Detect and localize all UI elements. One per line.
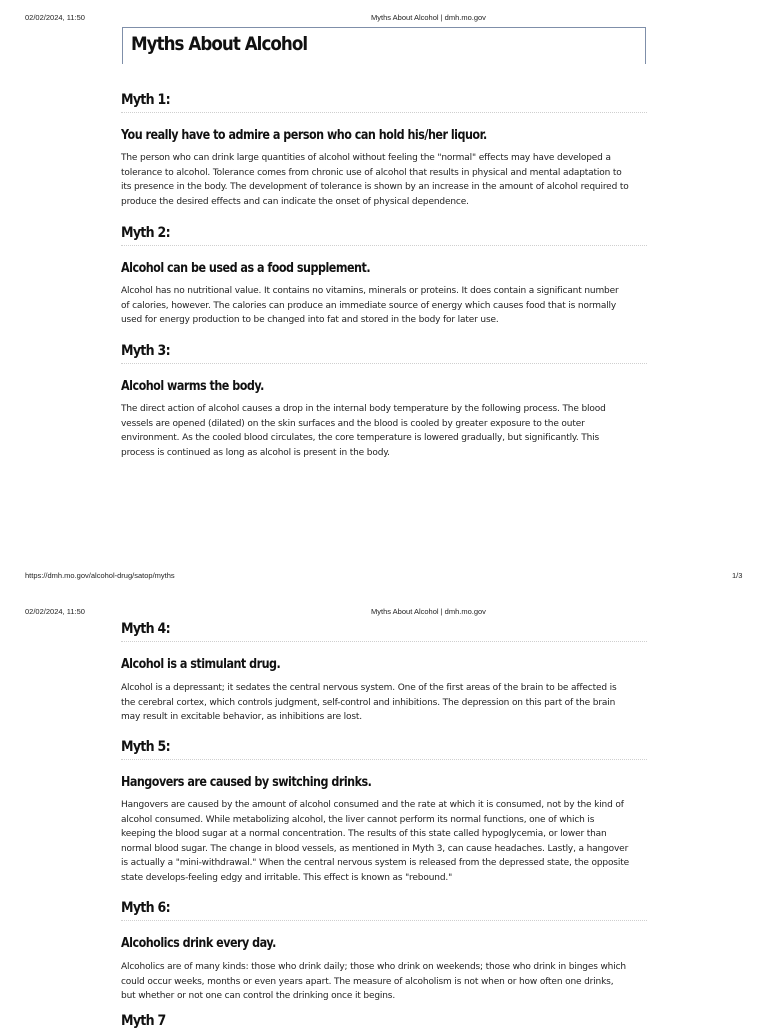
myth-3-statement: Alcohol warms the body. (121, 379, 264, 394)
print-datetime-page-2: 02/02/2024, 11:50 (25, 607, 85, 616)
myth-4-statement: Alcohol is a stimulant drug. (121, 657, 281, 672)
myth-5-explanation: Hangovers are caused by the amount of alcohol consumed and the rate at which it is consumed, not by the kind of alcohol consumed. While metabolizing alcohol, the liver cannot perform its normal functions, one of which is keeping the blood sugar at a normal concentration. The results of this state called hypoglycemia, or lower than normal blood sugar. The change in blood vessels, as mentioned in Myth 3, can cause headaches. Lastly, a hangover is actually a "mini-withdrawal." When the central nervous system is released from the depressed state, the opposite state develops-feeling edgy and irritable. This effect is known as "rebound." (121, 800, 629, 883)
print-page-number: 1/3 (732, 571, 743, 580)
myth-4-explanation: Alcohol is a depressant; it sedates the central nervous system. One of the first areas of the brain to be affected is the cerebral cortex, which controls judgment, self-control and inhibitions. The depression on this part of the brain may result in excitable behavior, as inhibitions are lost. (121, 683, 617, 723)
myth-6-explanation: Alcoholics are of many kinds: those who drink daily; those who drink on weekends; those who drink in binges which could occur weeks, months or even years apart. The measure of alcoholism is not when or how often one drinks, but whether or not one can control the drinking once it begins. (121, 962, 626, 1002)
myth-1-explanation: The person who can drink large quantities of alcohol without feeling the "normal" effects may have developed a tolerance to alcohol. Tolerance comes from chronic use of alcohol that results in physical and mental adaptation to its presence in the body. The development of tolerance is shown by an increase in the amount of alcohol required to produce the desired effects and can indicate the onset of physical dependence. (121, 153, 629, 207)
myth-2-explanation: Alcohol has no nutritional value. It contains no vitamins, minerals or proteins. It does contain a significant number of calories, however. The calories can produce an immediate source of energy which causes food that is normally used for energy production to be changed into fat and stored in the body for later use. (121, 286, 619, 326)
myth-7-heading: Myth 7 (121, 1013, 166, 1029)
page-title: Myths About Alcohol (131, 33, 308, 55)
print-url: https://dmh.mo.gov/alcohol-drug/satop/myths (25, 571, 175, 580)
myth-3-heading: Myth 3: (121, 344, 647, 364)
myth-2-heading: Myth 2: (121, 226, 647, 246)
myth-1-statement: You really have to admire a person who can hold his/her liquor. (121, 128, 487, 143)
myth-3-explanation: The direct action of alcohol causes a drop in the internal body temperature by the following process. The blood vessels are opened (dilated) on the skin surfaces and the blood is cooled by greater exposure to the outer environment. As the cooled blood circulates, the core temperature is lowered gradually, but significantly. This process is continued as long as alcohol is present in the body. (121, 404, 606, 458)
page-title-box (122, 27, 646, 64)
print-page-title-page-2: Myths About Alcohol | dmh.mo.gov (371, 607, 486, 616)
myth-5-heading: Myth 5: (121, 740, 647, 760)
myth-6-heading: Myth 6: (121, 901, 647, 921)
print-page-title: Myths About Alcohol | dmh.mo.gov (371, 13, 486, 22)
myth-2-statement: Alcohol can be used as a food supplement. (121, 261, 371, 276)
myth-5-statement: Hangovers are caused by switching drinks. (121, 775, 372, 790)
myth-1-heading: Myth 1: (121, 93, 647, 113)
myth-4-heading: Myth 4: (121, 622, 647, 642)
print-datetime: 02/02/2024, 11:50 (25, 13, 85, 22)
myth-6-statement: Alcoholics drink every day. (121, 936, 276, 951)
